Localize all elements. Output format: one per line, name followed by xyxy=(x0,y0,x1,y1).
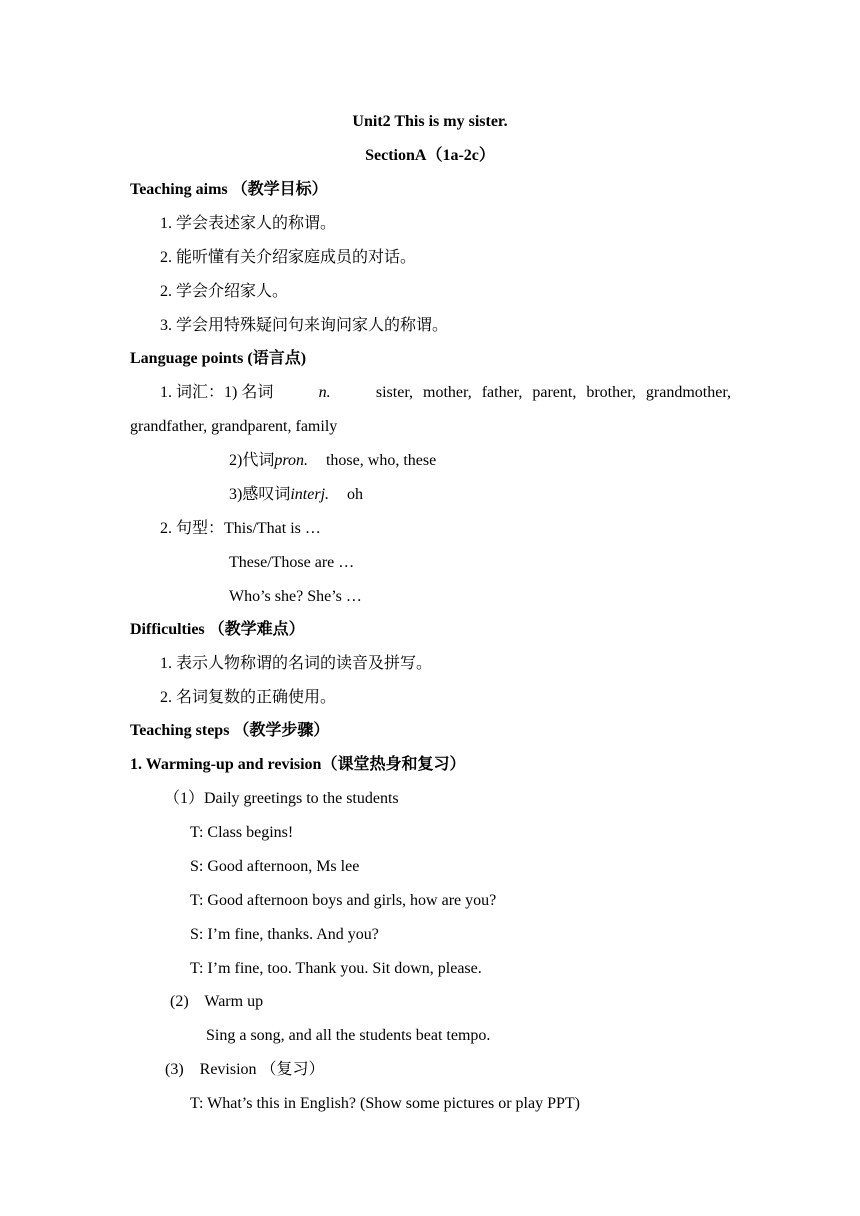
vocab-words: sister, mother, father, parent, brother, grandmother, xyxy=(375,384,731,401)
pattern-line: These/Those are … xyxy=(229,554,355,571)
sub-step-3: (3) Revision （复习） xyxy=(165,1061,325,1078)
document-subtitle: SectionA（1a-2c） xyxy=(365,147,495,164)
dialogue-line: T: I’m fine, too. Thank you. Sit down, please. xyxy=(190,960,482,977)
pattern-line: 2. 句型：This/That is … xyxy=(160,520,321,537)
difficulty-item: 1. 表示人物称谓的名词的读音及拼写。 xyxy=(160,655,433,672)
pron-pos: pron. xyxy=(274,452,308,469)
interj-pos: interj. xyxy=(290,486,330,503)
interj-words: oh xyxy=(347,486,364,503)
vocab-lead: 1. 词汇：1) 名词 xyxy=(160,384,274,401)
aim-item: 1. 学会表述家人的称谓。 xyxy=(160,215,337,232)
interjection-line xyxy=(229,485,363,505)
vocab-words-continued: grandfather, grandparent, family xyxy=(130,418,338,435)
difficulties-heading: Difficulties （教学难点） xyxy=(130,621,305,638)
sub-step-3-text: T: What’s this in English? (Show some pictures or play PPT) xyxy=(190,1095,580,1112)
teaching-aims-heading: Teaching aims （教学目标） xyxy=(130,181,328,198)
teaching-steps-heading: Teaching steps （教学步骤） xyxy=(130,722,330,739)
language-points-heading: Language points (语言点) xyxy=(130,350,307,367)
aim-item: 2. 学会介绍家人。 xyxy=(160,283,289,300)
sub-step-2-text: Sing a song, and all the students beat tempo. xyxy=(206,1027,491,1044)
dialogue-line: S: Good afternoon, Ms lee xyxy=(190,858,360,875)
aim-item: 2. 能听懂有关介绍家庭成员的对话。 xyxy=(160,249,417,266)
pattern-line: Who’s she? She’s … xyxy=(229,588,362,605)
pron-words: those, who, these xyxy=(325,452,437,469)
sub-step-1: （1）Daily greetings to the students xyxy=(164,790,399,807)
vocab-pos: n. xyxy=(318,384,331,401)
pronoun-line xyxy=(229,451,436,471)
dialogue-line: S: I’m fine, thanks. And you? xyxy=(190,926,379,943)
dialogue-line: T: Class begins! xyxy=(190,824,294,841)
document-title: Unit2 This is my sister. xyxy=(352,113,508,130)
difficulty-item: 2. 名词复数的正确使用。 xyxy=(160,689,337,706)
interj-lead: 3)感叹词 xyxy=(229,486,291,503)
dialogue-line: T: Good afternoon boys and girls, how are you? xyxy=(190,892,497,909)
pron-lead: 2)代词 xyxy=(229,452,275,469)
vocab-line xyxy=(160,383,731,403)
aim-item: 3. 学会用特殊疑问句来询问家人的称谓。 xyxy=(160,317,449,334)
sub-step-2: (2) Warm up xyxy=(170,993,264,1010)
step-1-heading: 1. Warming-up and revision（课堂热身和复习） xyxy=(130,756,466,773)
